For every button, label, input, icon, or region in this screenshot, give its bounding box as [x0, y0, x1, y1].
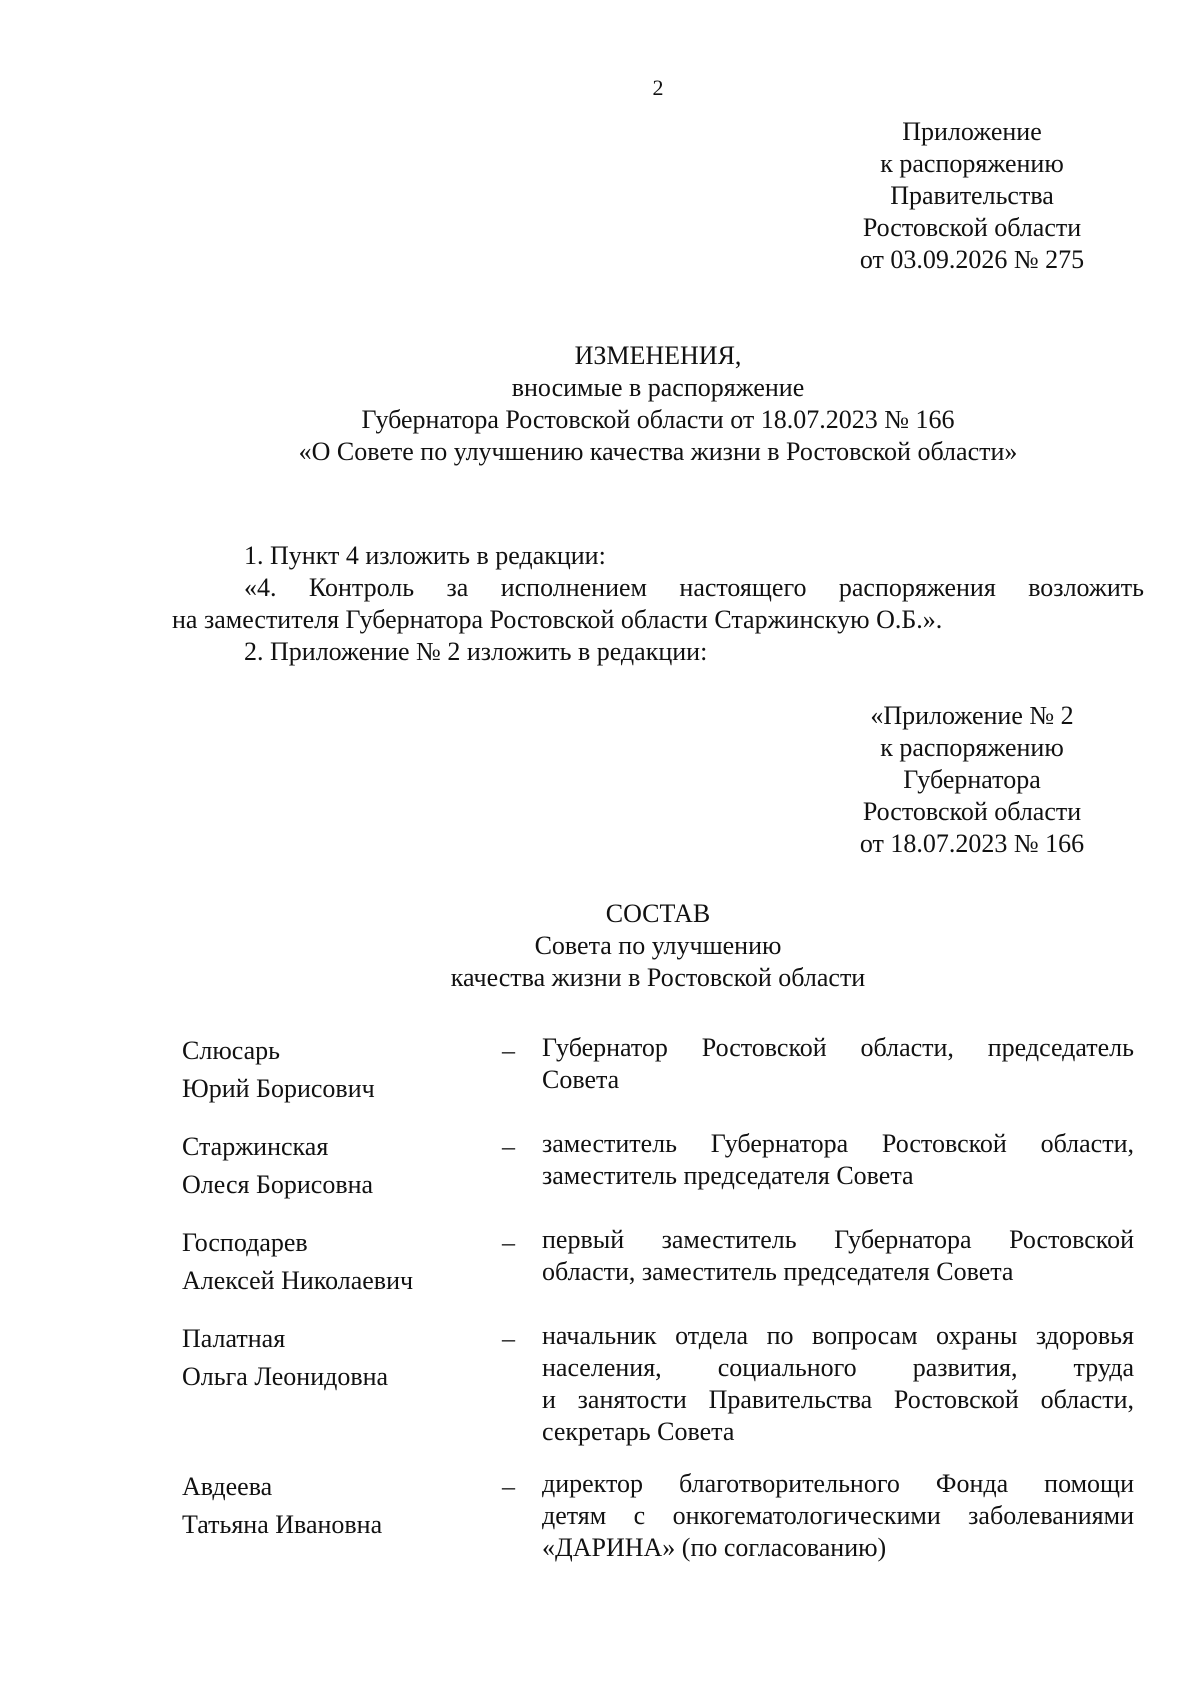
member-role-line: и занятости Правительства Ростовской области,: [542, 1385, 1134, 1414]
member-row: [182, 1032, 1134, 1108]
member-role: [542, 1468, 1134, 1564]
member-given-name: Олеся Борисовна: [182, 1170, 374, 1199]
member-role-line: области, заместитель председателя Совета: [542, 1257, 1014, 1286]
sostav-title: [172, 898, 1144, 994]
member-role-line: «ДАРИНА» (по согласованию): [542, 1533, 887, 1562]
member-given-name: Татьяна Ивановна: [182, 1510, 383, 1539]
changes-title-line: вносимые в распоряжение: [511, 373, 805, 402]
item-2: 2. Приложение № 2 изложить в редакции:: [244, 637, 708, 666]
item-1-quote-line: «4. Контроль за исполнением настоящего распоряжения возложить: [244, 573, 1144, 602]
member-surname: Господарев: [182, 1228, 308, 1257]
member-role-line: директор благотворительного Фонда помощи: [542, 1469, 1134, 1498]
member-role-line: детям с онкогематологическими заболеваниями: [542, 1501, 1134, 1530]
changes-title: [172, 340, 1144, 468]
page-number: 2: [652, 75, 664, 100]
member-role-line: населения, социального развития, труда: [542, 1353, 1134, 1382]
item-1-quote-line: на заместителя Губернатора Ростовской области Старжинскую О.Б.».: [172, 605, 943, 634]
item-1: 1. Пункт 4 изложить в редакции:: [244, 541, 606, 570]
appendix-header-line: к распоряжению: [880, 149, 1064, 178]
member-role-line: секретарь Совета: [542, 1417, 735, 1446]
member-role-line: заместитель Губернатора Ростовской области,: [542, 1129, 1134, 1158]
member-role-line: начальник отдела по вопросам охраны здоровья: [542, 1321, 1134, 1350]
changes-title-line: ИЗМЕНЕНИЯ,: [574, 341, 742, 370]
member-surname: Слюсарь: [182, 1036, 280, 1065]
changes-title-line: Губернатора Ростовской области от 18.07.2023 № 166: [361, 405, 955, 434]
member-given-name: Алексей Николаевич: [182, 1266, 414, 1295]
appendix-2-header-line: «Приложение № 2: [870, 701, 1074, 730]
member-surname: Старжинская: [182, 1132, 329, 1161]
appendix-2-header-line: к распоряжению: [880, 733, 1064, 762]
member-row: [182, 1224, 1134, 1300]
member-given-name: Юрий Борисович: [182, 1074, 375, 1103]
member-name: [182, 1032, 502, 1108]
member-role-line: Губернатор Ростовской области, председатель: [542, 1033, 1134, 1062]
member-role: [542, 1224, 1134, 1300]
member-name: [182, 1128, 502, 1204]
member-surname: Авдеева: [182, 1472, 273, 1501]
member-given-name: Ольга Леонидовна: [182, 1362, 389, 1391]
member-row: [182, 1468, 1134, 1564]
appendix-header-line: Правительства: [890, 181, 1054, 210]
member-row: [182, 1320, 1134, 1448]
member-role: [542, 1128, 1134, 1204]
members-list: [182, 1032, 1134, 1584]
appendix-2-header-line: Губернатора: [903, 765, 1041, 794]
member-name: [182, 1224, 502, 1300]
sostav-title-line: качества жизни в Ростовской области: [450, 963, 866, 992]
appendix-2-header-line: от 18.07.2023 № 166: [859, 829, 1085, 858]
appendix-header-line: Приложение: [902, 117, 1042, 146]
member-dash: –: [502, 1324, 515, 1353]
member-dash: –: [502, 1472, 515, 1501]
member-role-line: Совета: [542, 1065, 620, 1094]
member-name: [182, 1468, 502, 1564]
member-dash: –: [502, 1228, 515, 1257]
appendix-header: [840, 116, 1104, 276]
appendix-2-header: [840, 700, 1104, 860]
member-role: [542, 1032, 1134, 1108]
body-paragraphs: [172, 540, 1144, 668]
member-row: [182, 1128, 1134, 1204]
appendix-2-header-line: Ростовской области: [862, 797, 1082, 826]
sostav-title-line: Совета по улучшению: [534, 931, 782, 960]
sostav-title-line: СОСТАВ: [605, 899, 711, 928]
member-dash: –: [502, 1036, 515, 1065]
member-dash: –: [502, 1132, 515, 1161]
changes-title-line: «О Совете по улучшению качества жизни в Ростовской области»: [298, 437, 1018, 466]
appendix-header-line: Ростовской области: [862, 213, 1082, 242]
member-role-line: заместитель председателя Совета: [542, 1161, 914, 1190]
member-surname: Палатная: [182, 1324, 286, 1353]
member-role-line: первый заместитель Губернатора Ростовской: [542, 1225, 1134, 1254]
member-role: [542, 1320, 1134, 1448]
member-name: [182, 1320, 502, 1448]
appendix-header-line: от 03.09.2026 № 275: [859, 245, 1085, 274]
